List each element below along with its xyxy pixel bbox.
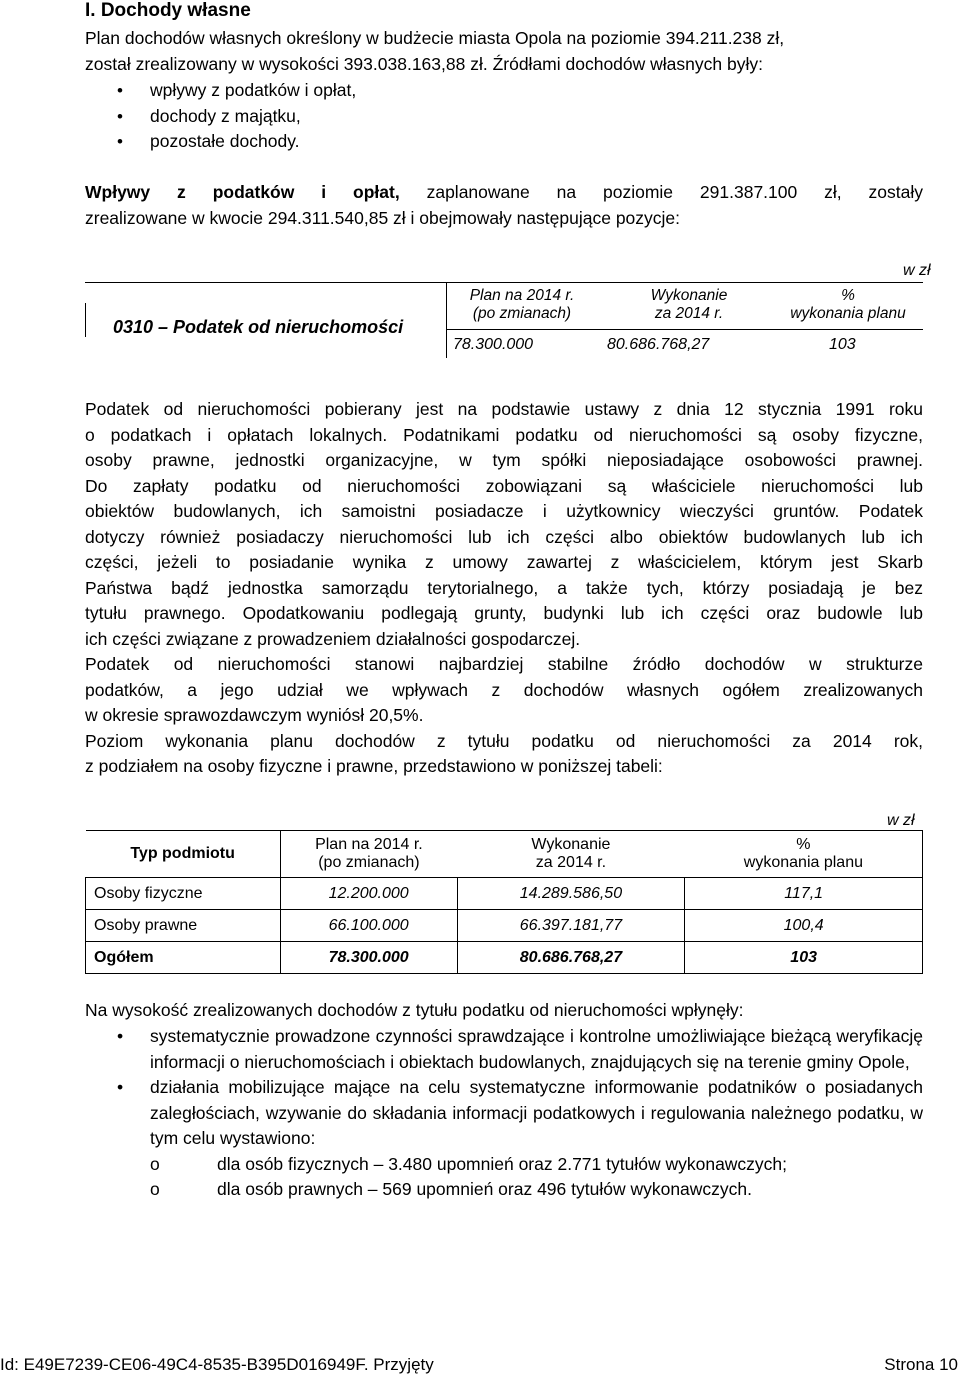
table-header-row xyxy=(86,831,923,878)
row-pct: 117,1 xyxy=(685,878,923,910)
row-exec: 66.397.181,77 xyxy=(457,910,685,942)
body-line: Podatek od nieruchomości stanowi najbardziej stabilne źródło dochodów w strukturze xyxy=(85,654,923,674)
total-exec: 80.686.768,27 xyxy=(457,942,685,974)
type-header: Typ podmiotu xyxy=(86,831,281,878)
section-heading: I. Dochody własne xyxy=(85,0,251,21)
total-type: Ogółem xyxy=(86,942,281,974)
tax-income-line-1 xyxy=(85,180,923,206)
header-line: za 2014 r. xyxy=(535,854,607,871)
table1-values-row xyxy=(447,330,923,358)
property-tax-description xyxy=(85,397,923,780)
income-sources-list xyxy=(85,78,923,155)
tax-income-bold: Wpływy z podatków i opłat, xyxy=(85,182,400,202)
exec-header xyxy=(457,831,685,878)
body-line: części, jeżeli to posiadanie wynika z umowy zawartej z właścicielem, którym jest Skarb xyxy=(85,552,923,572)
row-type: Osoby fizyczne xyxy=(86,878,281,910)
table-row xyxy=(86,878,923,910)
body-line: z podziałem na osoby fizyczne i prawne, przedstawiono w poniższej tabeli: xyxy=(85,756,663,776)
property-tax-by-entity-table xyxy=(85,830,923,974)
row-type: Osoby prawne xyxy=(86,910,281,942)
table1-exec-header xyxy=(609,287,769,323)
tax-income-paragraph xyxy=(85,180,923,231)
list-item xyxy=(85,1075,923,1203)
body-line: Poziom wykonania planu dochodów z tytułu podatku od nieruchomości za 2014 rok, xyxy=(85,730,923,751)
body-line: tytułu prawnego. Opodatkowaniu podlegają grunty, budynki lub ich części oraz budowle lub xyxy=(85,603,923,623)
total-plan: 78.300.000 xyxy=(280,942,457,974)
pct-header xyxy=(685,831,923,878)
tax-income-line-2: zrealizowane w kwocie 294.311.540,85 zł i obejmowały następujące pozycje: xyxy=(85,207,681,228)
header-line: Wykonanie xyxy=(531,836,611,853)
table1-unit: w zł xyxy=(903,262,931,279)
table-row xyxy=(86,910,923,942)
header-line: Plan na 2014 r. xyxy=(469,287,575,304)
row-plan: 66.100.000 xyxy=(280,910,457,942)
sub-list-item: o dla osób fizycznych – 3.480 upomnień oraz 2.771 tytułów wykonawczych; xyxy=(150,1152,923,1178)
intro-line-2: został zrealizowany w wysokości 393.038.163,88 zł. Źródłami dochodów własnych były: xyxy=(85,53,763,74)
plan-header xyxy=(280,831,457,878)
table1-plan-value: 78.300.000 xyxy=(453,336,534,353)
body-line: podatków, a jego udział we wpływach z dochodów własnych ogółem zrealizowanych xyxy=(85,679,923,700)
row-plan: 12.200.000 xyxy=(280,878,457,910)
list-item: • systematycznie prowadzone czynności sprawdzające i kontrolne umożliwiające bieżącą weryfikację informacji o nieruchomościach i obiektach budowlanych, znajdujących się na terenie gminy Opole, xyxy=(85,1024,923,1075)
body-line: osoby prawne, jednostki organizacyjne, w tym spółki nieposiadające osobowości prawnej. xyxy=(85,450,923,470)
page-footer xyxy=(0,1355,960,1377)
page-number: Strona 10 xyxy=(884,1355,958,1374)
body-line: dotyczy również posiadaczy nieruchomości lub ich części albo obiektów budowlanych lub ich xyxy=(85,526,923,547)
body-line: Do zapłaty podatku od nieruchomości zobowiązani są właściciele nieruchomości lub xyxy=(85,475,923,496)
body-line: o podatkach i opłatach lokalnych. Podatnikami podatku od nieruchomości są osoby fizyczne, xyxy=(85,424,923,445)
row-pct: 100,4 xyxy=(685,910,923,942)
document-id: Id: E49E7239-CE06-49C4-8535-B395D016949F. Przyjęty xyxy=(0,1355,434,1374)
header-line: wykonania planu xyxy=(790,305,906,322)
tax-income-rest: zaplanowane na poziomie 291.387.100 zł, zostały xyxy=(399,182,923,202)
table2-unit: w zł xyxy=(887,812,915,829)
table1-title: 0310 – Podatek od nieruchomości xyxy=(113,317,404,337)
intro-paragraph xyxy=(85,26,923,77)
header-line: za 2014 r. xyxy=(654,305,724,322)
sub-list xyxy=(150,1152,923,1203)
property-tax-summary-table xyxy=(85,282,923,358)
total-row xyxy=(86,942,923,974)
header-line: (po zmianach) xyxy=(318,854,420,871)
closing-intro: Na wysokość zrealizowanych dochodów z tytułu podatku od nieruchomości wpłynęły: xyxy=(85,1000,744,1020)
table1-header-row xyxy=(447,282,923,330)
total-pct: 103 xyxy=(685,942,923,974)
list-item-text: działania mobilizujące mające na celu systematyczne informowanie podatników o posiadanych zaległościach, wzywanie do składania informacji podatkowych i regulowania należnego podatku, w tym celu wystawiono: xyxy=(150,1077,923,1148)
header-line: wykonania planu xyxy=(743,854,863,871)
row-exec: 14.289.586,50 xyxy=(457,878,685,910)
table1-pct-header xyxy=(773,287,923,323)
header-line: Plan na 2014 r. xyxy=(315,836,423,853)
table1-exec-value: 80.686.768,27 xyxy=(607,336,710,353)
header-line: (po zmianach) xyxy=(472,305,572,322)
intro-line-1: Plan dochodów własnych określony w budżecie miasta Opola na poziomie 394.211.238 zł, xyxy=(85,28,785,48)
closing-list xyxy=(85,1024,923,1203)
body-line: Państwa bądź jednostka samorządu terytorialnego, a także tych, którzy posiadają je bez xyxy=(85,577,923,598)
body-line: w okresie sprawozdawczym wyniósł 20,5%. xyxy=(85,705,424,725)
list-item: • pozostałe dochody. xyxy=(85,129,923,155)
sub-list-item: o dla osób prawnych – 569 upomnień oraz 496 tytułów wykonawczych. xyxy=(150,1177,923,1203)
header-line: % xyxy=(796,836,811,853)
list-item: • wpływy z podatków i opłat, xyxy=(85,78,923,104)
body-line: Podatek od nieruchomości pobierany jest na podstawie ustawy z dnia 12 stycznia 1991 roku xyxy=(85,399,923,419)
body-line: ich części związane z prowadzeniem działalności gospodarczej. xyxy=(85,628,581,649)
table1-plan-header xyxy=(447,287,597,323)
table1-bracket xyxy=(85,303,100,337)
body-line: obiektów budowlanych, ich samoistni posiadacze i użytkownicy wieczyści gruntów. Podatek xyxy=(85,501,923,521)
table1-title-cell xyxy=(85,282,447,358)
header-line: % xyxy=(841,287,855,304)
header-line: Wykonanie xyxy=(650,287,728,304)
list-item: • dochody z majątku, xyxy=(85,104,923,130)
table1-pct-value: 103 xyxy=(829,336,856,353)
